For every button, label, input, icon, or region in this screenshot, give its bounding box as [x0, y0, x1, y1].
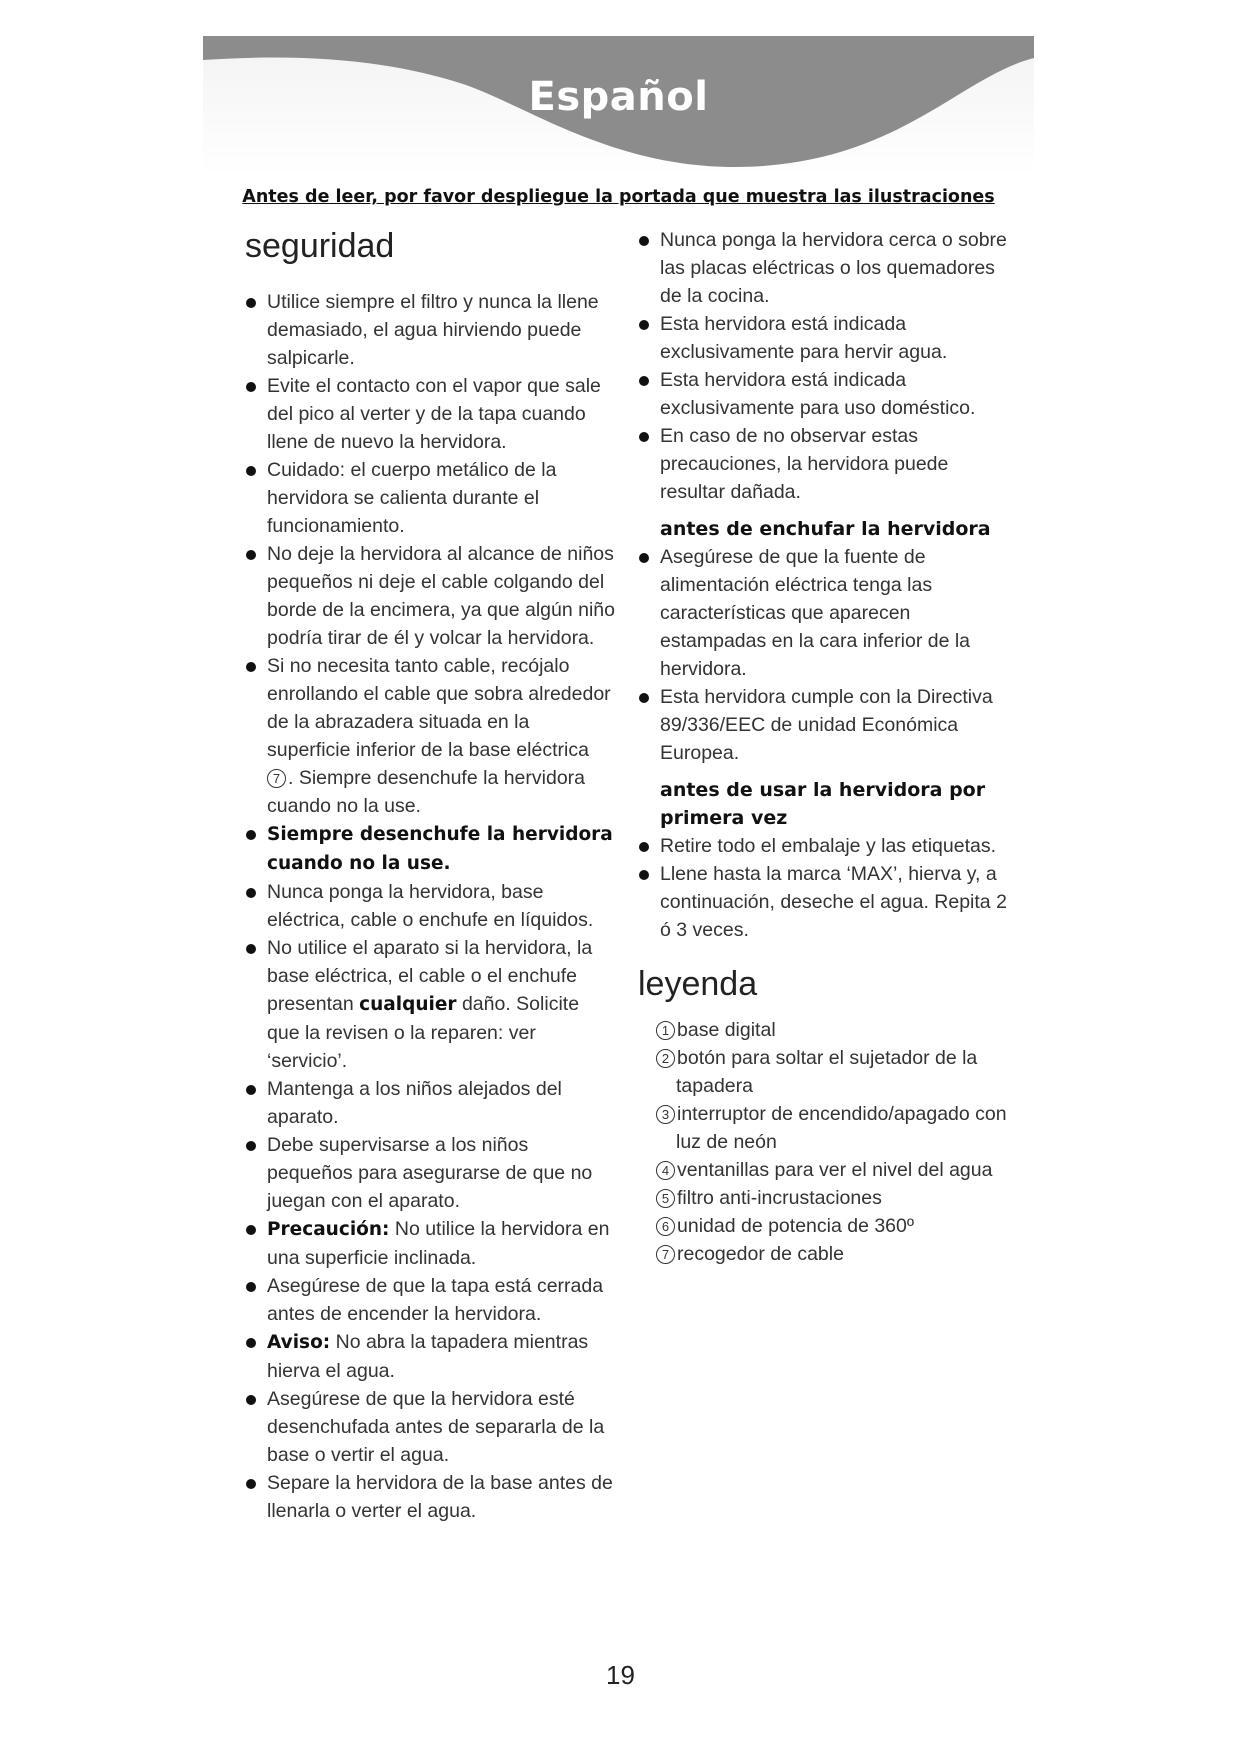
- legend-item: 2 botón para soltar el sujetador de la tapadera: [638, 1044, 1018, 1100]
- list-item: Precaución: No utilice la hervidora en una superficie inclinada.: [245, 1215, 615, 1272]
- list-item: Retire todo el embalaje y las etiquetas.: [638, 832, 1018, 860]
- legend-number-icon: 1: [656, 1021, 675, 1040]
- legend-list: [638, 1016, 1018, 1268]
- page-number: 19: [606, 1660, 635, 1690]
- legend-item: 5 filtro anti-incrustaciones: [638, 1184, 1018, 1212]
- legend-number-icon: 3: [656, 1105, 675, 1124]
- list-item: Si no necesita tanto cable, recójalo enrollando el cable que sobra alrededor de la abrazadera situada en la superficie inferior de la base eléctrica 7 . Siempre desenchufe la hervidora cuando no la use.: [245, 652, 615, 820]
- legend-number-icon: 7: [656, 1245, 675, 1264]
- section-title-seguridad: seguridad: [245, 227, 395, 265]
- list-item: Utilice siempre el filtro y nunca la llene demasiado, el agua hirviendo puede salpicarle.: [245, 288, 615, 372]
- notice-label: Aviso:: [267, 1332, 331, 1353]
- list-item: Aviso: No abra la tapadera mientras hierva el agua.: [245, 1328, 615, 1385]
- section-title-leyenda: leyenda: [638, 965, 758, 1003]
- legend-item: 3 interruptor de encendido/apagado con luz de neón: [638, 1100, 1018, 1156]
- list-item: Separe la hervidora de la base antes de llenarla o verter el agua.: [245, 1469, 615, 1525]
- header-banner: [203, 36, 1034, 176]
- caution-label: Precaución:: [267, 1219, 390, 1240]
- page-title: Español: [528, 74, 709, 120]
- list-item: Asegúrese de que la fuente de alimentación eléctrica tenga las características que aparecen estampadas en la cara inferior de la hervidora.: [638, 543, 1018, 683]
- list-item: Asegúrese de que la tapa está cerrada antes de encender la hervidora.: [245, 1272, 615, 1328]
- legend-item: 7 recogedor de cable: [638, 1240, 1018, 1268]
- legend-number-7-icon: 7: [267, 769, 286, 788]
- list-item: Esta hervidora está indicada exclusivamente para hervir agua.: [638, 310, 1018, 366]
- left-column: [245, 226, 615, 1525]
- legend-item: 1 base digital: [638, 1016, 1018, 1044]
- right-column: [638, 226, 1018, 1268]
- list-item: Evite el contacto con el vapor que sale del pico al verter y de la tapa cuando llene de nuevo la hervidora.: [245, 372, 615, 456]
- legend-number-icon: 2: [656, 1049, 675, 1068]
- intro-instruction: Antes de leer, por favor despliegue la portada que muestra las ilustraciones: [242, 187, 995, 207]
- subheading-antes-de-usar: antes de usar la hervidora por primera vez: [660, 779, 986, 829]
- list-item: [245, 820, 615, 878]
- subheading-antes-de-enchufar: antes de enchufar la hervidora: [660, 518, 991, 540]
- list-item: Nunca ponga la hervidora cerca o sobre las placas eléctricas o los quemadores de la cocina.: [638, 226, 1018, 310]
- list-item: Nunca ponga la hervidora, base eléctrica, cable o enchufe en líquidos.: [245, 878, 615, 934]
- safety-list: [245, 288, 615, 1525]
- legend-item: 4 ventanillas para ver el nivel del agua: [638, 1156, 1018, 1184]
- safety-list-continued: [638, 226, 1018, 506]
- list-item: Asegúrese de que la hervidora esté desenchufada antes de separarla de la base o vertir el agua.: [245, 1385, 615, 1469]
- list-item: Llene hasta la marca ‘MAX’, hierva y, a continuación, deseche el agua. Repita 2 ó 3 veces.: [638, 860, 1018, 944]
- first-use-list: [638, 832, 1018, 944]
- list-item: Esta hervidora está indicada exclusivamente para uso doméstico.: [638, 366, 1018, 422]
- list-item: En caso de no observar estas precauciones, la hervidora puede resultar dañada.: [638, 422, 1018, 506]
- list-item: No deje la hervidora al alcance de niños pequeños ni deje el cable colgando del borde de la encimera, ya que algún niño podría tirar de él y volcar la hervidora.: [245, 540, 615, 652]
- plug-in-list: [638, 543, 1018, 767]
- warning-bold-text: Siempre desenchufe la hervidora cuando no la use.: [267, 824, 613, 874]
- list-item: Debe supervisarse a los niños pequeños para asegurarse de que no juegan con el aparato.: [245, 1131, 615, 1215]
- legend-number-icon: 5: [656, 1189, 675, 1208]
- legend-number-icon: 4: [656, 1161, 675, 1180]
- list-item: Esta hervidora cumple con la Directiva 89/336/EEC de unidad Económica Europea.: [638, 683, 1018, 767]
- legend-number-icon: 6: [656, 1217, 675, 1236]
- legend-item: 6 unidad de potencia de 360º: [638, 1212, 1018, 1240]
- list-item: Mantenga a los niños alejados del aparato.: [245, 1075, 615, 1131]
- list-item: Cuidado: el cuerpo metálico de la hervidora se calienta durante el funcionamiento.: [245, 456, 615, 540]
- list-item: No utilice el aparato si la hervidora, la base eléctrica, el cable o el enchufe presentan cualquier daño. Solicite que la revisen o la reparen: ver ‘servicio’.: [245, 934, 615, 1075]
